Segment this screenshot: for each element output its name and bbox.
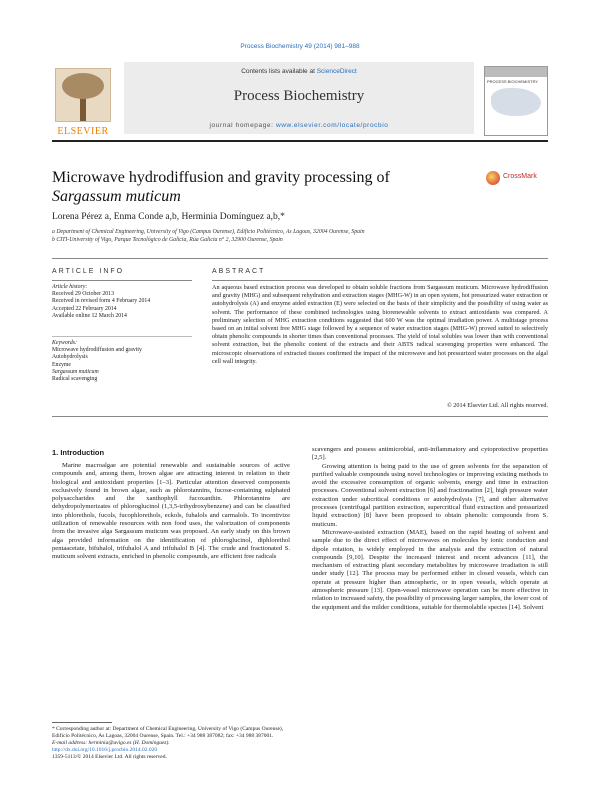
sciencedirect-link[interactable]: ScienceDirect bbox=[316, 68, 357, 75]
elsevier-tree-icon bbox=[55, 68, 111, 122]
journal-cover-thumbnail bbox=[484, 66, 548, 136]
crossmark-badge[interactable]: CrossMark bbox=[486, 171, 548, 187]
cover-title: PROCESS BIOCHEMISTRY bbox=[487, 79, 539, 84]
journal-title: Process Biochemistry bbox=[233, 88, 365, 104]
info-divider bbox=[52, 336, 192, 337]
introduction-column-1 bbox=[52, 462, 290, 562]
footnotes bbox=[52, 726, 292, 761]
banner-divider bbox=[52, 140, 548, 142]
crossmark-icon bbox=[486, 171, 500, 185]
article-history: Article history: Received 29 October 2013 Received in revised form 4 February 2014 Accepted 22 February 2014 Available online 12 March 2014 bbox=[52, 284, 151, 319]
intro-paragraph-2: Growing attention is being paid to the use of green solvents for the separation of purified valuable compounds using novel technologies or improving existing methods to avoid the excessive consumption of organic solvents, energy and time in extraction processes. Conventional solvent extraction [6] and fractionation [2], high pressure water extraction under subcritical conditions or autohydrolysis [7], and other alternative processes (centrifugal partition extraction, supercritical fluid extraction and pressurized liquid extraction) [8] have been proposed to obtain phenolic compounds from S. muticum. bbox=[312, 462, 548, 528]
publisher-name: ELSEVIER bbox=[57, 126, 109, 137]
introduction-column-2 bbox=[312, 446, 548, 612]
footnote-divider bbox=[52, 722, 112, 723]
header-divider bbox=[52, 258, 548, 259]
corresponding-author-note: * Corresponding author at: Department of Chemical Engineering, University of Vigo (Campus Ourense), Edificio Politécnico, As Lagoas, 32004 Ourense, Spain. Tel.: +34 988 387082; fax: +34 988 387001. bbox=[52, 726, 284, 739]
article-info-rule bbox=[52, 280, 192, 281]
intro-paragraph-1-cont: scavengers and possess antimicrobial, anti-inflammatory and cytoprotective properties [2,5]. bbox=[312, 446, 548, 462]
author-list: Lorena Pérez a, Enma Conde a,b, Herminia Domínguez a,b,* bbox=[52, 212, 285, 222]
abstract-rule bbox=[212, 280, 548, 281]
abstract-heading: ABSTRACT bbox=[212, 268, 266, 275]
abstract-bottom-divider bbox=[52, 416, 548, 417]
journal-reference[interactable]: Process Biochemistry 49 (2014) 981–988 bbox=[240, 43, 360, 50]
abstract-body: An aqueous based extraction process was developed to obtain soluble fractions from Sargassum muticum. Microwave hydrodiffusion and gravity (MHG) and subsequent rehydration and extraction stages (MHG-W) in an open system, hot pressurized water extraction or autohydrolysis (A) and enzyme aided extraction (E) were selected on the basis of their simplicity and the possibility of using water as solvent. The performance of these combined technologies using biorenewable solvents to extract antioxidants was compared. A preliminary selection of MHG extraction conditions suggested that 600 W was the optimal irradiation power. A multistage process based on an initial solvent free MHG stage followed by a sequence of water extraction stages (MHG-W) proved suited to selectively obtain phenolic compounds in shorter times than conventional processes. The yield of total solubles was lower than with conventional solvent extraction, but the phenolic content of the extracts and their ABTS radical scavenging properties were enhanced. The microscopic observations of extracted tissues confirmed the impact of the microwave and hot pressurized water processes on the algal cell wall integrity. bbox=[212, 284, 548, 365]
article-info-heading: ARTICLE INFO bbox=[52, 268, 125, 275]
email-note[interactable]: E-mail address: herminia@uvigo.es (H. Domínguez). bbox=[52, 740, 170, 746]
article-title: Microwave hydrodiffusion and gravity processing of Sargassum muticum bbox=[52, 169, 390, 205]
homepage-link[interactable]: www.elsevier.com/locate/procbio bbox=[275, 122, 389, 129]
affiliation-a: a Department of Chemical Engineering, University of Vigo (Campus Ourense), Edificio Politécnico, As Lagoas, 32004 Ourense, Spain bbox=[52, 229, 365, 235]
keyword-list: Keywords: Microwave hydrodiffusion and gravity Autohydrolysis Enzyme Sargassum muticum Radical scavenging bbox=[52, 340, 142, 383]
doi-link[interactable]: http://dx.doi.org/10.1016/j.procbio.2014.02.020 bbox=[52, 747, 158, 753]
elsevier-logo bbox=[52, 68, 114, 140]
journal-homepage: journal homepage: www.elsevier.com/locate/procbio bbox=[209, 122, 389, 129]
intro-paragraph-3: Microwave-assisted extraction (MAE), based on the rapid heating of solvent and sample due to the direct effect of microwaves on molecules by ionic conduction and dipole rotation, is widely employed in the analysis and the extraction of natural compounds [9,10]. Despite the increased interest and recent advances [11], the mechanism of extracting plant secondary metabolites by microwave irradiation is still under study [12]. The process may be performed either in closed vessels, which can operate at pressure higher than atmospheric, or in open vessels, which operate at atmospheric pressure [13]. Open-vessel microwave operation can be more effective in relation to increased safety, the possibility of processing larger samples, the lower cost of the equipment and the milder conditions, suitable for thermolabile species [14]. Solvent bbox=[312, 528, 548, 611]
journal-header-box bbox=[124, 62, 474, 134]
intro-paragraph-1: Marine macroalgae are potential renewable and sustainable sources of active compounds and, among them, brown algae are attracting interest in relation to their biological and antioxidant properties [1–3]. Particular attention deserved components exclusively found in brown algae, such as phlorotannins, fucose-containing sulphated polysaccharides and the xanthophyll fucoxanthin. Phlorotannins are dehydropolymerizates of phloroglucinol (1,3,5-trihydroxybenzene) and can be classified into phlorethols, fucols, fucophlorethols, eckols, fuhalols and carmalols. To incentivize utilization of renewable resources with non food uses, the valorization of components from the invasive alga Sargassum muticum was proposed. An early study on this brown alga provided information on the identification of phloroglucinol, diphlorethol pentaacetate, bifuhalol, trifuhalol A and trifuhalol B [4]. The crude and fractionated S. muticum solvent extracts, enriched in phenolic compounds, are efficient free radicals bbox=[52, 462, 290, 561]
issn-line: 1359-5113/© 2014 Elsevier Ltd. All rights reserved. bbox=[52, 754, 167, 760]
journal-banner bbox=[52, 62, 548, 152]
contents-line: Contents lists available at ScienceDirect bbox=[241, 68, 357, 75]
introduction-heading: 1. Introduction bbox=[52, 448, 105, 457]
abstract-copyright: © 2014 Elsevier Ltd. All rights reserved. bbox=[447, 402, 548, 409]
affiliation-b: b CITI-University of Vigo, Parque Tecnológico de Galicia, Rúa Galicia n° 2, 32900 Ourense, Spain bbox=[52, 237, 283, 243]
